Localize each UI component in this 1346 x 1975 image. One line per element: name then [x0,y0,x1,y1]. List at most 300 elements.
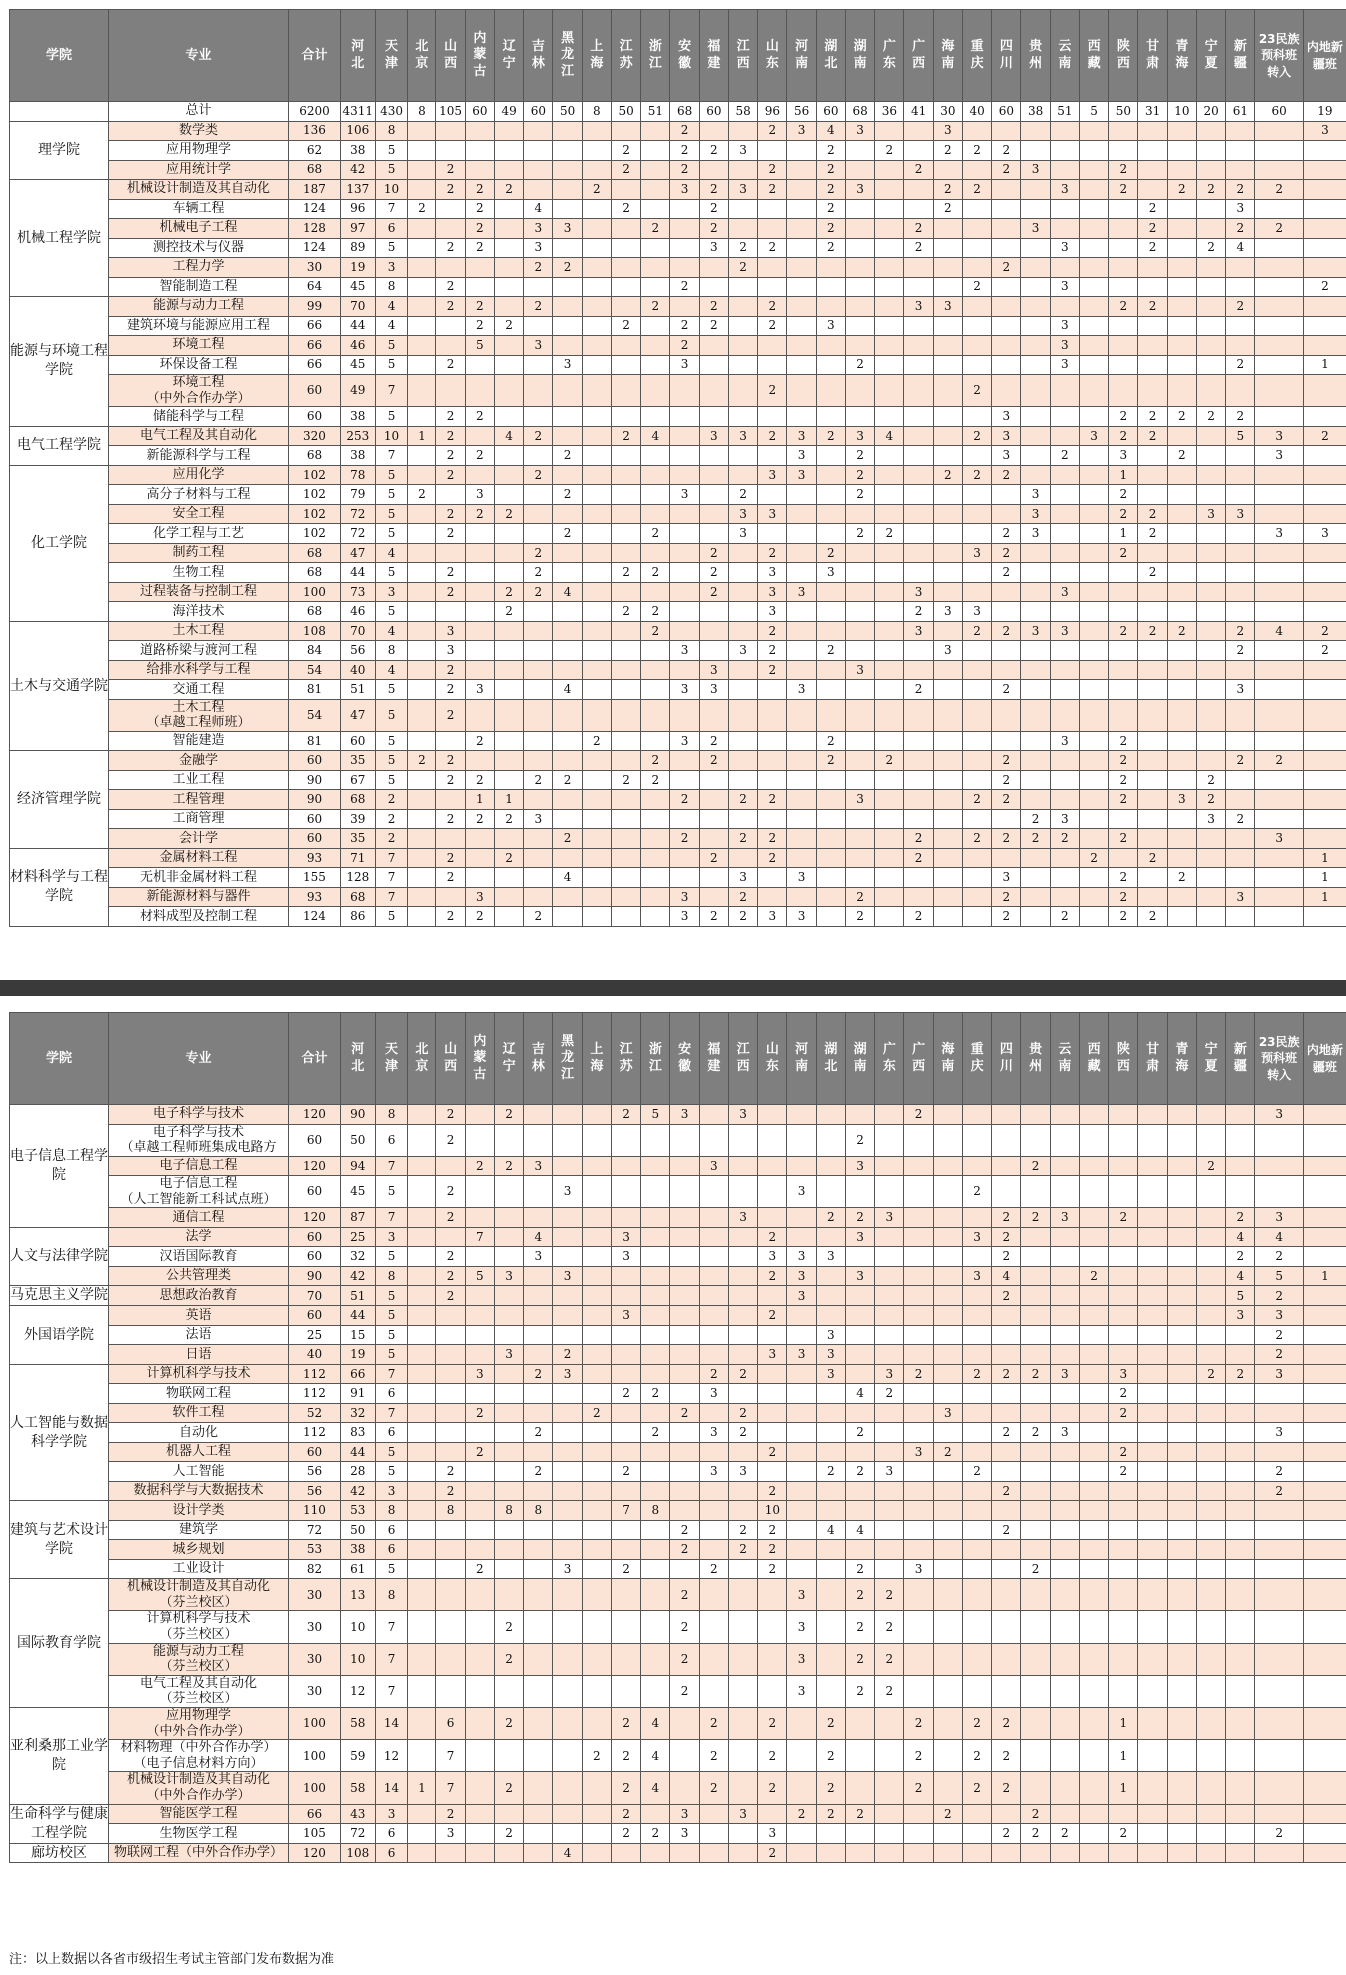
province-quota: 3 [699,238,728,258]
province-quota [1303,199,1346,219]
province-quota: 3 [816,316,845,336]
province-quota [670,809,699,829]
province-quota [436,1442,465,1462]
province-quota [1255,1579,1303,1611]
province-quota: 3 [670,731,699,751]
province-quota: 2 [1109,1462,1138,1482]
province-quota: 2 [524,1364,553,1384]
province-quota: 6 [375,1843,408,1863]
province-quota: 7 [375,199,408,219]
province-quota [1226,160,1255,180]
province-quota [524,660,553,680]
province-quota [962,751,991,771]
province-quota [1167,1579,1196,1611]
major-name: 建筑学 [109,1520,289,1540]
province-quota [962,336,991,356]
province-quota: 5 [375,141,408,161]
province-quota [1021,1481,1050,1501]
province-quota: 2 [670,1520,699,1540]
major-name: 储能科学与工程 [109,407,289,427]
province-quota: 3 [933,297,962,317]
college-name: 建筑与艺术设计学院 [10,1501,109,1579]
province-quota [465,1824,494,1844]
province-quota: 3 [787,465,816,485]
province-quota [670,621,699,641]
province-quota [553,297,582,317]
province-quota [408,1481,436,1501]
table-row [10,407,1346,427]
major-total: 102 [289,524,341,544]
college-name: 亚利桑那工业学院 [10,1708,109,1805]
province-quota: 2 [699,1772,728,1804]
province-quota: 3 [992,426,1021,446]
province-quota [992,277,1021,297]
province-quota [494,238,523,258]
province-quota: 3 [933,641,962,661]
province-quota [1109,848,1138,868]
province-quota: 2 [904,238,933,258]
province-quota: 3 [1021,621,1050,641]
province-quota [758,1286,787,1306]
major-name: 数学类 [109,121,289,141]
province-quota: 3 [904,1559,933,1579]
province-quota [408,1176,436,1208]
province-quota [1079,907,1108,927]
province-quota: 2 [1050,907,1079,927]
province-quota [1079,1105,1108,1125]
table-row [10,1643,1346,1675]
header-province: 内 蒙 古 [465,10,494,102]
province-quota [1167,602,1196,622]
province-quota [611,790,640,810]
province-quota: 2 [992,907,1021,927]
province-quota [875,316,904,336]
province-quota: 5 [375,602,408,622]
province-quota [641,1266,670,1286]
province-quota [408,848,436,868]
province-quota: 2 [1138,563,1167,583]
province-quota [1167,1124,1196,1156]
province-quota [494,355,523,375]
province-quota [933,1520,962,1540]
province-quota: 3 [465,680,494,700]
province-quota: 5 [375,1345,408,1365]
major-total: 54 [289,660,341,680]
province-quota [1109,1643,1138,1675]
province-quota [582,680,611,700]
province-quota [1050,1403,1079,1423]
province-quota: 2 [758,1772,787,1804]
province-quota [553,1124,582,1156]
province-quota [1050,1345,1079,1365]
major-name: 工业工程 [109,770,289,790]
college-name: 人工智能与数据科学学院 [10,1364,109,1501]
province-quota: 3 [758,907,787,927]
province-quota [465,660,494,680]
province-quota [1138,446,1167,466]
province-quota [845,277,874,297]
province-quota [1255,316,1303,336]
province-quota [904,485,933,505]
province-quota [553,809,582,829]
major-total: 99 [289,297,341,317]
province-quota [904,141,933,161]
major-name: 城乡规划 [109,1540,289,1560]
province-quota [933,1540,962,1560]
province-quota [787,1364,816,1384]
province-quota: 3 [904,297,933,317]
province-quota: 2 [611,1708,640,1740]
province-quota [611,504,640,524]
province-quota: 86 [340,907,375,927]
header-province: 山 西 [436,1013,465,1105]
province-quota [494,868,523,888]
province-quota [1021,1843,1050,1863]
province-quota [904,277,933,297]
province-quota [1167,641,1196,661]
province-quota [582,1643,611,1675]
header-province: 黑 龙 江 [553,10,582,102]
total-value: 51 [641,102,670,122]
province-quota [1109,141,1138,161]
province-quota [1079,1579,1108,1611]
major-total: 30 [289,1611,341,1643]
province-quota [787,1559,816,1579]
table-row [10,680,1346,700]
province-quota [1196,375,1225,407]
province-quota [641,680,670,700]
province-quota: 3 [1255,1423,1303,1443]
province-quota [494,1208,523,1228]
province-quota [845,375,874,407]
province-quota: 4 [1226,1266,1255,1286]
province-quota [1255,641,1303,661]
major-name: 数据科学与大数据技术 [109,1481,289,1501]
province-quota [992,355,1021,375]
province-quota [699,446,728,466]
province-quota: 2 [436,868,465,888]
table-row [10,731,1346,751]
province-quota: 2 [992,563,1021,583]
province-quota: 2 [582,731,611,751]
province-quota [494,1559,523,1579]
total-value: 60 [524,102,553,122]
province-quota [1303,1501,1346,1521]
header-province: 新 疆 [1226,1013,1255,1105]
province-quota [845,1442,874,1462]
province-quota [436,829,465,849]
province-quota: 4 [816,121,845,141]
header-province: 西 藏 [1079,1013,1108,1105]
province-quota [1226,1740,1255,1772]
province-quota: 5 [375,160,408,180]
province-quota: 5 [641,1105,670,1125]
province-quota: 25 [340,1227,375,1247]
province-quota [875,770,904,790]
province-quota [787,297,816,317]
province-quota [962,887,991,907]
major-total: 60 [289,1442,341,1462]
province-quota [1167,1772,1196,1804]
province-quota [1138,1740,1167,1772]
province-quota [904,1843,933,1863]
province-quota [1196,1843,1225,1863]
header-province: 海 南 [933,10,962,102]
province-quota [611,868,640,888]
province-quota: 3 [758,582,787,602]
province-quota: 3 [787,1176,816,1208]
header-province: 吉 林 [524,1013,553,1105]
province-quota: 28 [340,1462,375,1482]
province-quota [1303,1345,1346,1365]
province-quota [553,1442,582,1462]
province-quota [408,602,436,622]
province-quota [845,1306,874,1326]
province-quota [408,731,436,751]
province-quota [816,1384,845,1404]
province-quota [465,465,494,485]
major-total: 68 [289,602,341,622]
province-quota [875,1247,904,1267]
province-quota [1138,1403,1167,1423]
province-quota [436,375,465,407]
province-quota: 7 [375,1675,408,1707]
province-quota [728,680,757,700]
province-quota: 1 [1109,1772,1138,1804]
province-quota: 1 [1303,868,1346,888]
province-quota [816,680,845,700]
province-quota [758,336,787,356]
province-quota [816,829,845,849]
province-quota [553,375,582,407]
province-quota [582,543,611,563]
province-quota: 3 [728,426,757,446]
province-quota [408,621,436,641]
table-row [10,887,1346,907]
province-quota: 2 [816,1462,845,1482]
province-quota [582,1579,611,1611]
province-quota [1079,1740,1108,1772]
province-quota [816,1540,845,1560]
total-value: 8 [408,102,436,122]
province-quota [787,1462,816,1482]
province-quota [1079,1156,1108,1176]
province-quota [524,1675,553,1707]
province-quota [553,1384,582,1404]
province-quota [787,770,816,790]
province-quota [904,731,933,751]
province-quota: 39 [340,809,375,829]
table-row [10,699,1346,731]
province-quota [933,258,962,278]
province-quota [553,199,582,219]
header-province: 四 川 [992,1013,1021,1105]
province-quota [611,848,640,868]
header-province: 云 南 [1050,1013,1079,1105]
major-name: 给排水科学与工程 [109,660,289,680]
major-total: 40 [289,1345,341,1365]
province-quota: 2 [641,1423,670,1443]
province-quota [641,809,670,829]
province-quota: 2 [1021,1423,1050,1443]
province-quota [465,355,494,375]
province-quota [1079,1442,1108,1462]
province-quota: 7 [375,1364,408,1384]
province-quota [553,1156,582,1176]
province-quota [582,524,611,544]
province-quota [845,543,874,563]
province-quota: 2 [670,316,699,336]
province-quota [1303,316,1346,336]
province-quota [408,1740,436,1772]
province-quota: 2 [816,1740,845,1772]
province-quota: 3 [524,809,553,829]
province-quota: 3 [699,660,728,680]
province-quota [1226,485,1255,505]
table-row [10,1306,1346,1326]
province-quota [1079,297,1108,317]
province-quota [524,1708,553,1740]
province-quota [1021,1540,1050,1560]
province-quota [1079,1481,1108,1501]
province-quota [524,1824,553,1844]
province-quota: 3 [375,1227,408,1247]
province-quota [904,1643,933,1675]
province-quota: 2 [992,680,1021,700]
province-quota: 2 [699,297,728,317]
province-quota: 2 [1196,407,1225,427]
province-quota [962,1579,991,1611]
province-quota [1196,1708,1225,1740]
province-quota [1021,1384,1050,1404]
province-quota [1226,1345,1255,1365]
province-quota [1138,1384,1167,1404]
table-row [10,355,1346,375]
province-quota [641,1675,670,1707]
total-value: 60 [1255,102,1303,122]
province-quota [845,316,874,336]
province-quota [1196,1266,1225,1286]
total-value: 5 [1079,102,1108,122]
province-quota [1226,1105,1255,1125]
province-quota [1021,1772,1050,1804]
table-row [10,1176,1346,1208]
province-quota [845,238,874,258]
province-quota [875,641,904,661]
header-province: 青 海 [1167,1013,1196,1105]
province-quota [875,160,904,180]
province-quota [816,1227,845,1247]
province-quota [494,524,523,544]
province-quota: 2 [758,1520,787,1540]
table-row [10,297,1346,317]
province-quota [1196,1643,1225,1675]
province-quota [816,1442,845,1462]
province-quota [933,1675,962,1707]
province-quota [1255,465,1303,485]
table-row [10,1325,1346,1345]
province-quota: 2 [1167,180,1196,200]
province-quota [465,699,494,731]
table-row [10,907,1346,927]
province-quota: 2 [611,1772,640,1804]
province-quota [524,504,553,524]
province-quota [465,641,494,661]
province-quota [875,1325,904,1345]
province-quota [641,1804,670,1824]
province-quota [670,1740,699,1772]
province-quota [1138,751,1167,771]
total-value: 60 [699,102,728,122]
province-quota [699,1611,728,1643]
province-quota [699,1105,728,1125]
province-quota [728,770,757,790]
province-quota [728,563,757,583]
province-quota [582,160,611,180]
major-total: 60 [289,829,341,849]
province-quota [436,1156,465,1176]
province-quota [816,602,845,622]
province-quota: 3 [728,504,757,524]
total-value: 56 [787,102,816,122]
province-quota [992,1325,1021,1345]
province-quota [1196,1559,1225,1579]
province-quota [1226,1579,1255,1611]
province-quota: 2 [992,1772,1021,1804]
province-quota [670,1481,699,1501]
province-quota [1226,1843,1255,1863]
province-quota [670,1772,699,1804]
province-quota: 45 [340,277,375,297]
major-name: 电子信息工程 （人工智能新工科试点班） [109,1176,289,1208]
province-quota: 2 [375,829,408,849]
province-quota: 2 [758,375,787,407]
province-quota [1050,1501,1079,1521]
province-quota: 2 [904,680,933,700]
province-quota: 2 [670,121,699,141]
province-quota: 8 [375,1105,408,1125]
table-row [10,465,1346,485]
province-quota [1138,790,1167,810]
province-quota [641,258,670,278]
province-quota [933,563,962,583]
province-quota [494,141,523,161]
province-quota [465,1124,494,1156]
province-quota [524,1643,553,1675]
province-quota: 2 [408,751,436,771]
province-quota: 2 [1138,907,1167,927]
header-province: 河 北 [340,1013,375,1105]
province-quota [1167,1345,1196,1365]
province-quota [1255,141,1303,161]
province-quota [992,238,1021,258]
province-quota [465,1579,494,1611]
province-quota [641,1403,670,1423]
province-quota: 2 [436,277,465,297]
province-quota [582,199,611,219]
province-quota [494,121,523,141]
major-total: 128 [289,219,341,239]
province-quota [1167,1325,1196,1345]
province-quota [1109,375,1138,407]
header-province: 海 南 [933,1013,962,1105]
province-quota [1079,504,1108,524]
province-quota [816,465,845,485]
major-name: 土木工程 （卓越工程师班） [109,699,289,731]
major-total: 66 [289,316,341,336]
province-quota [524,180,553,200]
province-quota: 3 [1226,887,1255,907]
